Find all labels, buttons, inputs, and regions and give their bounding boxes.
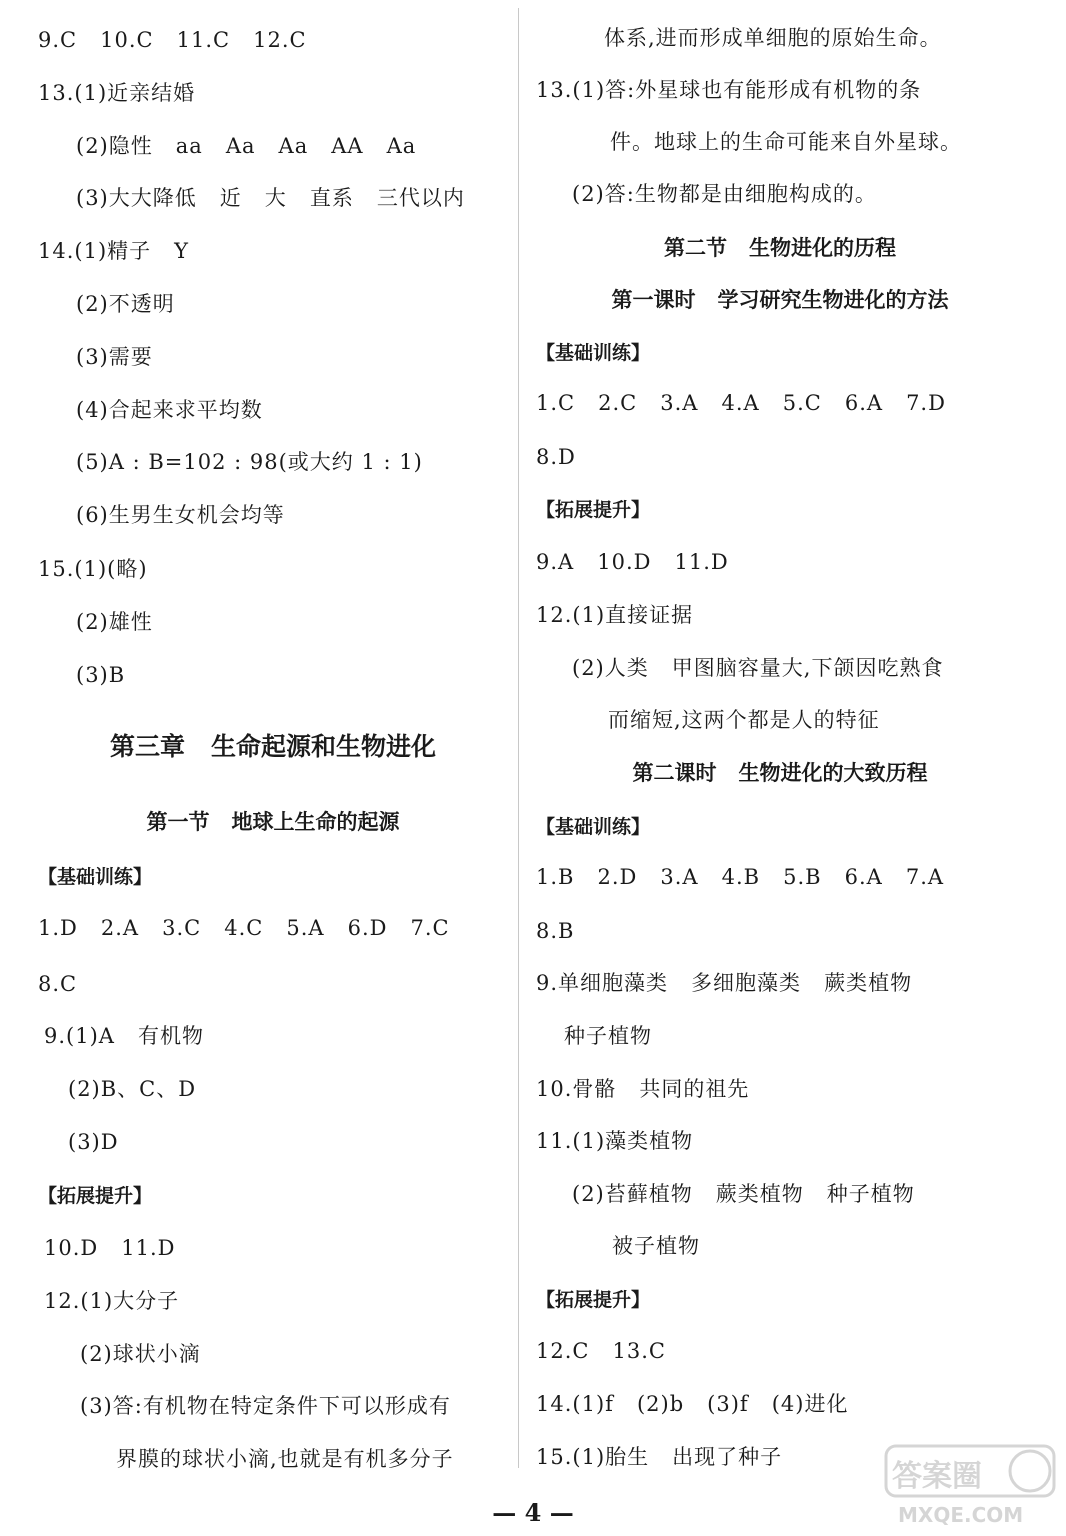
- basic-training-heading: 【基础训练】: [38, 866, 153, 888]
- answer-line: 8.C: [38, 972, 78, 996]
- answer-line: (4)合起来求平均数: [76, 398, 263, 422]
- answer-line: 9.A 10.D 11.D: [536, 550, 729, 574]
- answer-line: (3)大大降低 近 大 直系 三代以内: [76, 186, 465, 210]
- answer-line: (3)答:有机物在特定条件下可以形成有: [80, 1394, 451, 1418]
- svg-text:MXQE.COM: MXQE.COM: [898, 1503, 1024, 1527]
- answer-line: 15.(1)(略): [38, 557, 148, 581]
- chapter-title: 第三章 生命起源和生物进化: [109, 732, 437, 761]
- answer-line: 种子植物: [564, 1024, 652, 1048]
- answer-line: 11.(1)藻类植物: [536, 1129, 694, 1153]
- answer-line: 12.(1)直接证据: [536, 603, 694, 627]
- answer-line: (2)苔藓植物 蕨类植物 种子植物: [572, 1182, 915, 1206]
- answer-line: 体系,进而形成单细胞的原始生命。: [604, 26, 942, 50]
- answer-line: 件。地球上的生命可能来自外星球。: [610, 130, 962, 154]
- answer-line: 8.D: [536, 445, 576, 469]
- answer-line: 10.骨骼 共同的祖先: [536, 1077, 750, 1101]
- answer-line: (2)隐性 aa Aa Aa AA Aa: [76, 134, 417, 158]
- extension-heading: 【拓展提升】: [536, 1289, 651, 1311]
- answer-line: (3)D: [68, 1130, 119, 1154]
- answer-line: 15.(1)胎生 出现了种子: [536, 1445, 783, 1469]
- answer-line: 9.C 10.C 11.C 12.C: [38, 28, 307, 52]
- answer-line: (2)答:生物都是由细胞构成的。: [572, 182, 877, 206]
- lesson-title: 第二课时 生物进化的大致历程: [632, 760, 928, 785]
- section-title: 第二节 生物进化的历程: [664, 235, 896, 260]
- basic-training-heading: 【基础训练】: [536, 342, 651, 364]
- lesson-title: 第一课时 学习研究生物进化的方法: [611, 287, 949, 312]
- answer-line: 1.C 2.C 3.A 4.A 5.C 6.A 7.D: [536, 391, 946, 415]
- answer-line: 13.(1)答:外星球也有能形成有机物的条: [536, 78, 922, 102]
- answer-line: 12.(1)大分子: [44, 1289, 180, 1313]
- answer-line: 1.B 2.D 3.A 4.B 5.B 6.A 7.A: [536, 865, 945, 889]
- watermark-logo: [880, 1440, 1060, 1530]
- answer-line: (3)需要: [76, 345, 153, 369]
- section-title: 第一节 地球上生命的起源: [146, 809, 400, 834]
- answer-line: (2)人类 甲图脑容量大,下颌因吃熟食: [572, 656, 944, 680]
- basic-training-heading: 【基础训练】: [536, 816, 651, 838]
- answer-line: (2)球状小滴: [80, 1342, 201, 1366]
- svg-text:答案圈: 答案圈: [892, 1459, 982, 1494]
- answer-line: (6)生男生女机会均等: [76, 503, 285, 527]
- extension-heading: 【拓展提升】: [536, 499, 651, 521]
- answer-line: 13.(1)近亲结婚: [38, 81, 196, 105]
- answer-line: (5)A : B=102 : 98(或大约 1 : 1): [76, 450, 423, 474]
- answer-line: (2)雄性: [76, 610, 153, 634]
- answer-line: 9.(1)A 有机物: [44, 1024, 204, 1048]
- answer-line: (2)不透明: [76, 292, 175, 316]
- answer-line: 1.D 2.A 3.C 4.C 5.A 6.D 7.C: [38, 916, 450, 940]
- answer-line: 10.D 11.D: [44, 1236, 176, 1260]
- answer-line: (3)B: [76, 663, 126, 687]
- answer-line: (2)B、C、D: [68, 1077, 197, 1101]
- answer-line: 14.(1)精子 Y: [38, 239, 190, 263]
- answer-line: 8.B: [536, 919, 575, 943]
- answer-line: 界膜的球状小滴,也就是有机多分子: [116, 1447, 454, 1471]
- answer-line: 12.C 13.C: [536, 1339, 666, 1363]
- column-divider: [518, 8, 519, 1468]
- answer-line: 9.单细胞藻类 多细胞藻类 蕨类植物: [536, 971, 913, 995]
- answer-line: 被子植物: [612, 1234, 700, 1258]
- answer-line: 而缩短,这两个都是人的特征: [608, 708, 880, 732]
- extension-heading: 【拓展提升】: [38, 1185, 153, 1207]
- answer-line: 14.(1)f (2)b (3)f (4)进化: [536, 1392, 849, 1416]
- page-number: — 4 —: [492, 1498, 574, 1527]
